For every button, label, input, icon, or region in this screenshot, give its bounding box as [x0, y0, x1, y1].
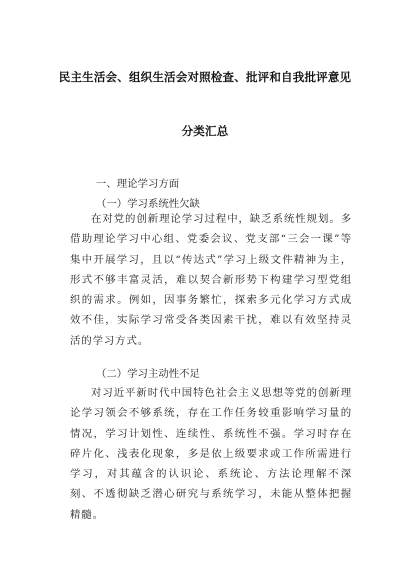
section-heading-theory-study: 一、理论学习方面 — [96, 178, 180, 190]
document-title-line-1: 民主生活会、组织生活会对照检查、批评和自我批评意见 — [58, 70, 352, 84]
subsection-heading-systematic: （一）学习系统性欠缺 — [96, 198, 200, 210]
document-title-line-2: 分类汇总 — [181, 124, 229, 138]
paragraph-initiative: 对习近平新时代中国特色社会主义思想等党的创新理论学习领会不够系统，存在工作任务较重影响学习量的情况，学习计划性、连续性、系统性不强。学习时存在碎片化、浅表化现象，多是依上级要求或工作所需进行学习，对其蕴含的认识论、系统论、方法论理解不深刻、不透彻缺乏潜心研究与系统学习，未能从整体把握精髓。 — [70, 387, 352, 521]
paragraph-systematic: 在对党的创新理论学习过程中，缺乏系统性规划。多借助理论学习中心组、党委会议、党支部“三会一课”等集中开展学习，且以“传达式”学习上级文件精神为主，形式不够丰富灵活，难以契合新形势下构建学习型党组织的需求。例如，因事务繁忙，探索多元化学习方式成效不佳，实际学习常受各类因素干扰，难以有效坚持灵活的学习方式。 — [70, 213, 352, 347]
subsection-heading-initiative: （二）学习主动性不足 — [96, 368, 200, 380]
